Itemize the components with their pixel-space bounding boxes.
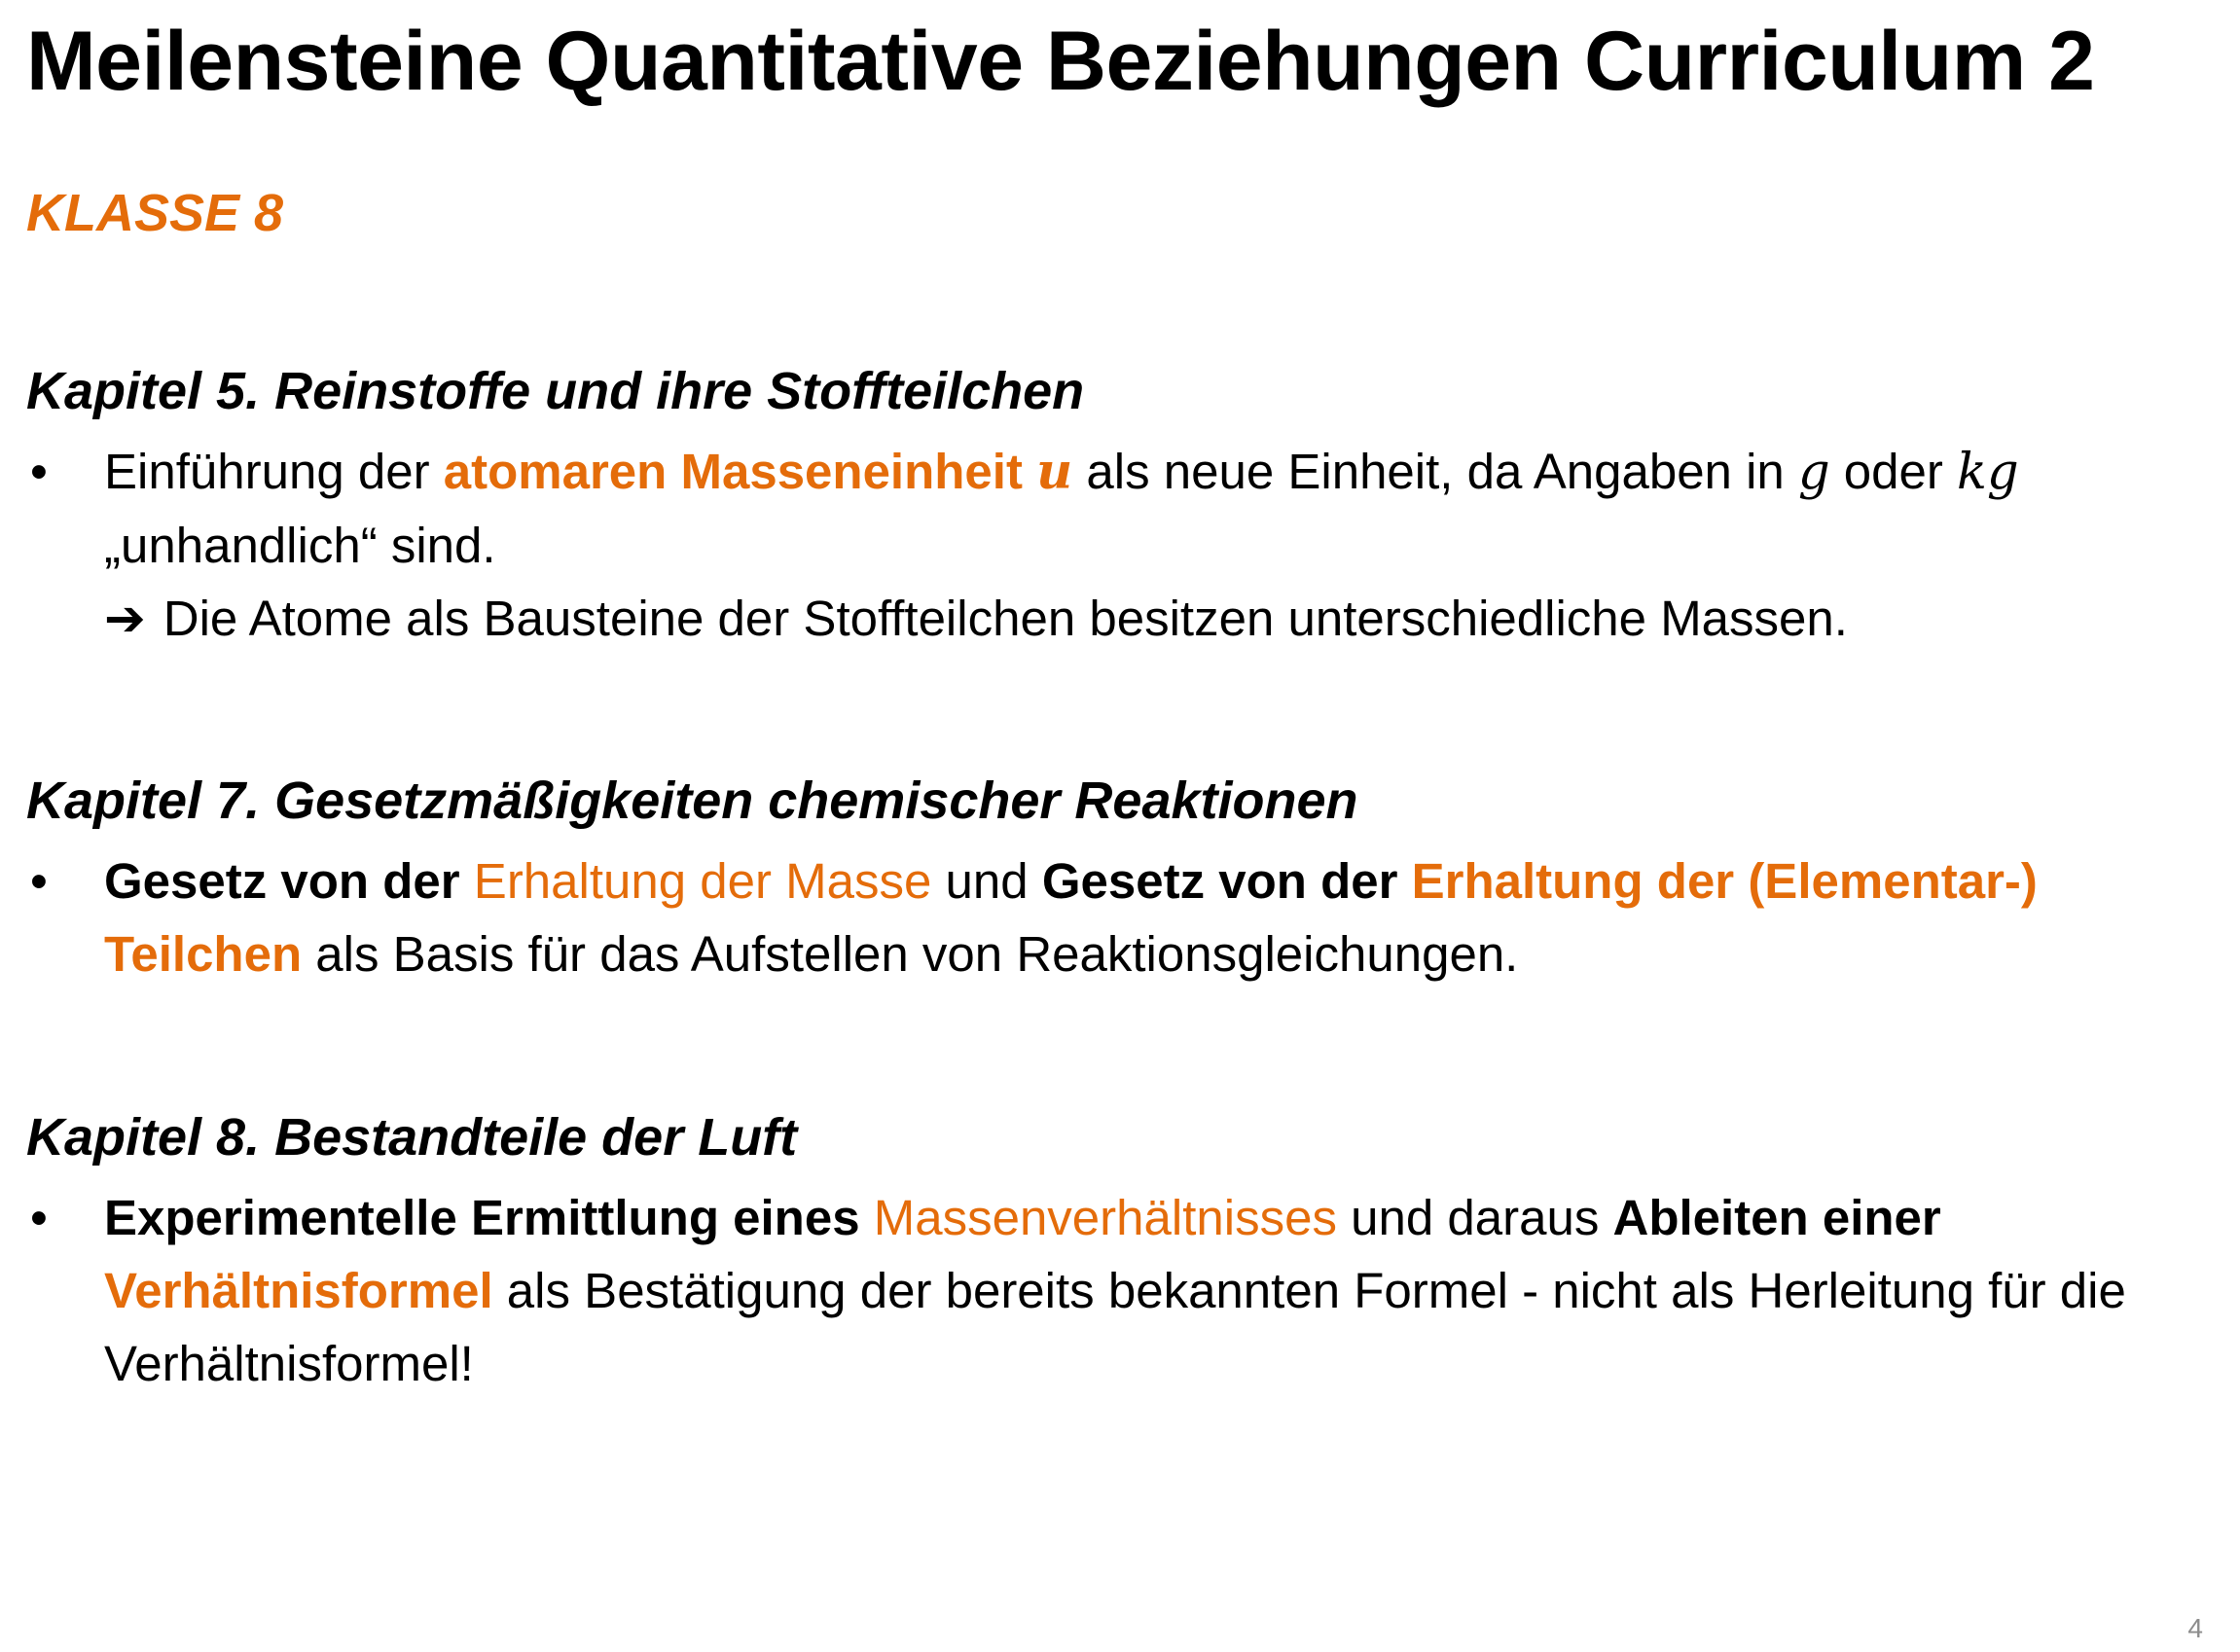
conclusion-line [104, 582, 2216, 656]
bullet-text: Einführung der [104, 443, 444, 499]
bullet-icon: • [30, 1189, 48, 1245]
section-kapitel-8 [26, 1106, 2216, 1400]
bold-term: Gesetz von der [1041, 852, 1412, 909]
highlight-term: Verhältnisformel [104, 1262, 493, 1318]
class-label: KLASSE 8 [26, 184, 284, 242]
slide-title: Meilensteine Quantitative Beziehungen Curriculum 2 [26, 15, 2095, 108]
bullet-text: und [931, 852, 1042, 909]
chapter-heading: Kapitel 5. Reinstoffe und ihre Stoffteilchen [26, 362, 1085, 420]
bullet-text: und daraus [1336, 1189, 1613, 1245]
page-number: 4 [2187, 1613, 2203, 1643]
highlight-term: Erhaltung der (Elementar-) Teilchen [104, 852, 2038, 982]
bold-term: Gesetz von der [104, 852, 474, 909]
bold-term: Experimentelle Ermittlung eines [104, 1189, 874, 1245]
math-symbol-u: u [1036, 442, 1073, 501]
arrow-right-icon: ➔ [104, 590, 146, 648]
bullet-icon: • [30, 852, 48, 909]
chapter-heading: Kapitel 8. Bestandteile der Luft [26, 1108, 798, 1167]
highlight-term: Massenverhältnisses [873, 1189, 1337, 1245]
bold-term: Ableiten einer [1612, 1189, 1941, 1245]
conclusion-text: Die Atome als Bausteine der Stoffteilchen besitzen unterschiedliche Massen. [163, 590, 1848, 646]
section-kapitel-5 [26, 360, 2216, 656]
bullet-text: als Basis für das Aufstellen von Reaktionsgleichungen. [302, 925, 1519, 982]
chapter-heading: Kapitel 7. Gesetzmäßigkeiten chemischer Reaktionen [26, 772, 1358, 830]
bullet-item [26, 1181, 2216, 1400]
highlight-term: atomaren Masseneinheit [443, 443, 1037, 499]
bullet-text: „unhandlich“ sind. [104, 517, 496, 573]
bullet-item [26, 435, 2216, 656]
bullet-item [26, 844, 2216, 990]
bullet-text: als neue Einheit, da Angaben in [1072, 443, 1798, 499]
bullet-text: als Bestätigung der bereits bekannten Formel - nicht als Herleitung für die Verhältnisformel! [104, 1262, 2126, 1391]
math-symbol-kg: kg [1957, 443, 2019, 501]
bullet-icon: • [30, 443, 48, 499]
section-kapitel-7 [26, 770, 2216, 990]
highlight-term: Erhaltung der Masse [473, 852, 932, 909]
math-symbol-g: g [1797, 443, 1830, 501]
bullet-text: oder [1829, 443, 1958, 499]
